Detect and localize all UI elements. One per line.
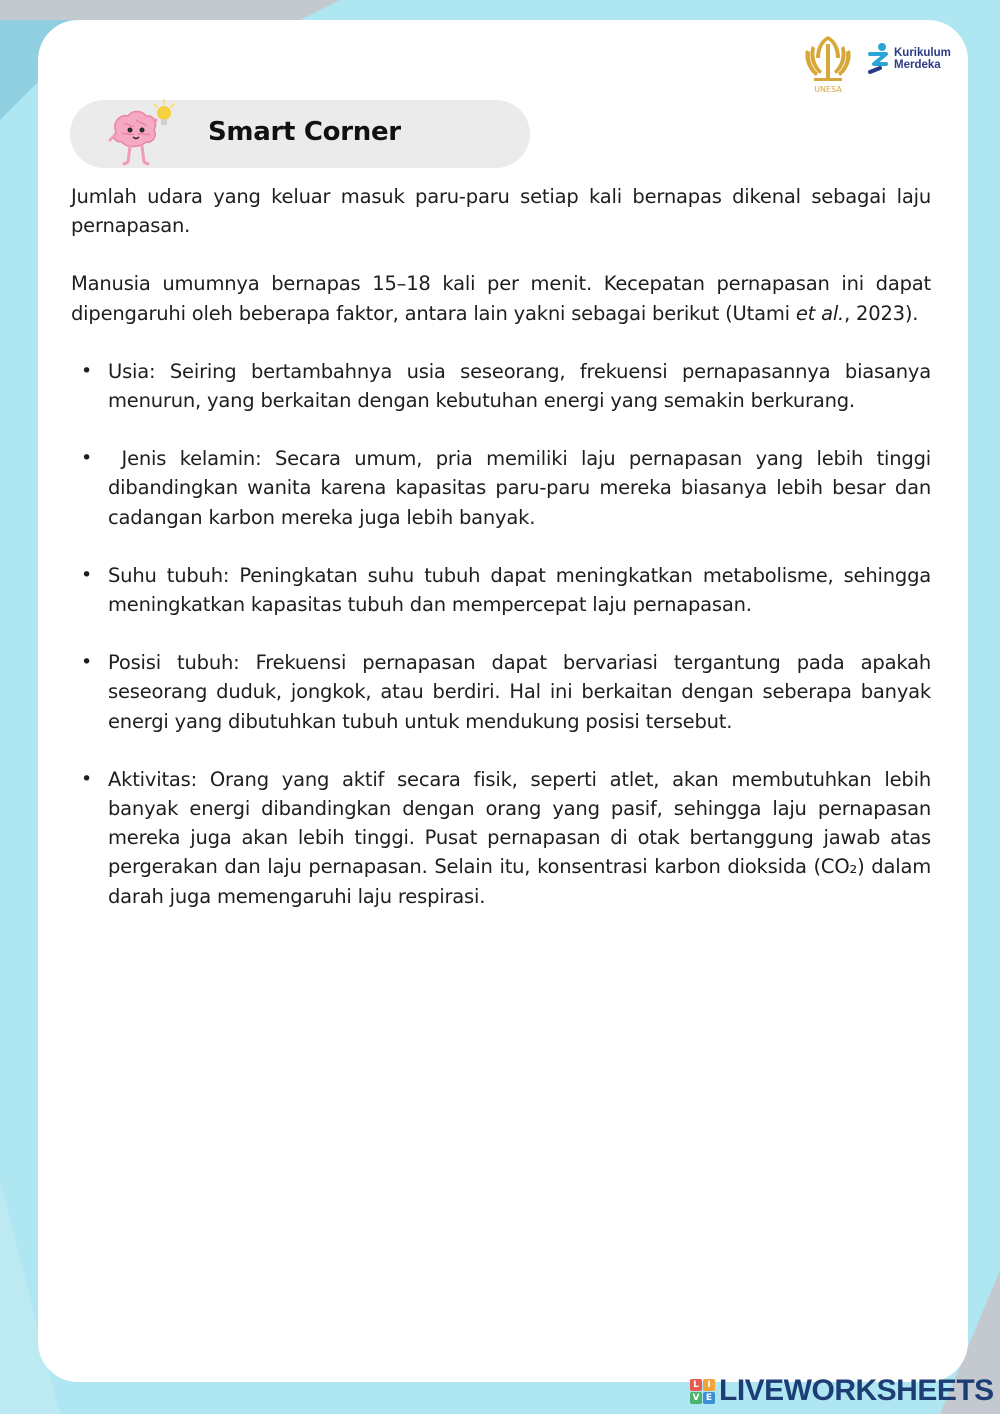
bullet-icon: • [81,447,93,470]
factor-item-aktivitas [71,765,931,911]
intro-paragraph-1: Jumlah udara yang keluar masuk paru-paru setiap kali bernapas dikenal sebagai laju pernapasan. [71,185,931,238]
liveworksheets-logo-icon [690,1379,715,1404]
factor-text: Suhu tubuh: Peningkatan suhu tubuh dapat meningkatkan metabolisme, sehingga meningkatkan kapasitas tubuh dan mempercepat laju pernapasan. [108,563,931,617]
factor-item-usia [71,357,931,415]
logo-letter: I [703,1379,715,1391]
bullet-icon: • [81,563,93,586]
factor-item-suhu-tubuh [71,561,931,619]
factor-text: Jenis kelamin: Secara umum, pria memiliki laju pernapasan yang lebih tinggi dibandingkan wanita karena kapasitas paru-paru mereka biasanya lebih besar dan cadangan karbon mereka juga lebih banyak. [108,447,938,529]
unesa-logo-icon [796,32,860,96]
bullet-icon: • [81,359,93,382]
section-title-banner [70,100,530,168]
logo-letter: E [703,1392,715,1404]
kurikulum-merdeka-logo [866,42,954,76]
svg-text:UNESA: UNESA [814,85,842,94]
logo-letter: L [690,1379,702,1391]
intro-paragraph-2-main: Manusia umumnya bernapas 15–18 kali per menit. Kecepatan pernapasan ini dapat dipengaruhi oleh beberapa faktor, antara lain yakni sebagai berikut (Utami [71,272,931,325]
liveworksheets-footer [690,1374,994,1408]
factor-text: Usia: Seiring bertambahnya usia seseorang, frekuensi pernapasannya biasanya menurun, yang berkaitan dengan kebutuhan energi yang semakin berkurang. [108,359,931,413]
intro-paragraph-2 [71,269,931,327]
factor-list [71,357,938,911]
factor-text: Aktivitas: Orang yang aktif secara fisik, seperti atlet, akan membutuhkan lebih banyak energi dibandingkan dengan orang yang pasif, sehingga laju pernapasan mereka juga akan lebih tinggi. Pusat pernapasan di otak bertanggung jawab atas pergerakan dan laju pernapasan. Selain itu, konsentrasi karbon dioksida (CO₂) dalam darah juga memengaruhi laju respirasi. [108,767,931,908]
brain-mascot-icon [106,98,184,170]
factor-item-jenis-kelamin [71,444,938,532]
intro-paragraph-2-end: , 2023). [844,301,919,325]
kurikulum-merdeka-icon [866,42,890,76]
corner-stripe-top-left [0,0,340,20]
header-logos [796,32,954,96]
factor-text: Posisi tubuh: Frekuensi pernapasan dapat bervariasi tergantung pada apakah seseorang duduk, jongkok, atau berdiri. Hal ini berkaitan dengan seberapa banyak energi yang dibutuhkan tubuh untuk mendukung posisi tersebut. [108,651,931,733]
main-content [71,182,938,940]
factor-item-posisi-tubuh [71,648,931,736]
section-title: Smart Corner [208,117,401,147]
liveworksheets-brand: LIVEWORKSHEETS [719,1374,994,1407]
merdeka-label: Merdeka [894,59,941,71]
worksheet-card [38,20,968,1382]
bullet-icon: • [81,651,93,674]
kurikulum-label: Kurikulum [894,47,951,59]
logo-letter: V [690,1392,702,1404]
bullet-icon: • [81,767,93,790]
citation-et-al: et al. [795,301,845,325]
